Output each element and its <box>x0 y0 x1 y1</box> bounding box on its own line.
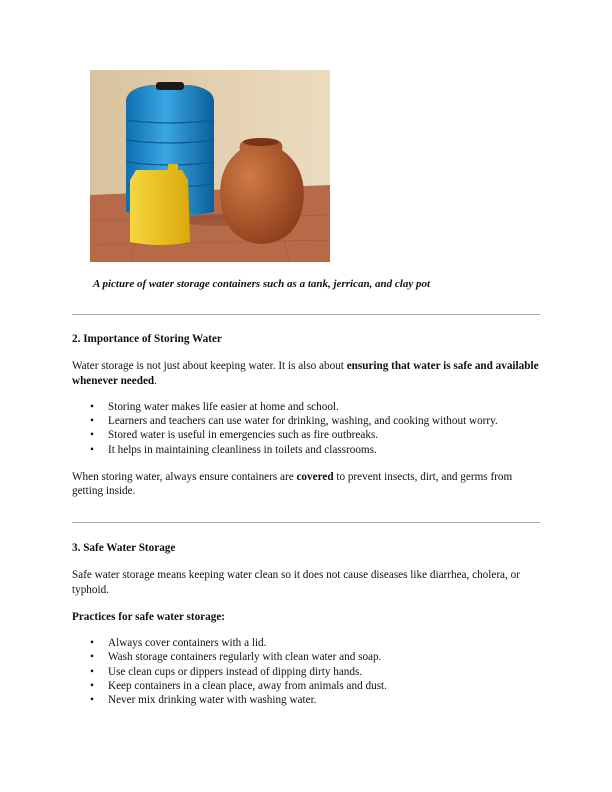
figure-caption: A picture of water storage containers such as a tank, jerrican, and clay pot <box>93 278 431 290</box>
practices-heading: Practices for safe water storage: <box>72 610 226 623</box>
list-item: • Wash storage containers regularly with clean water and soap. <box>72 650 542 664</box>
section-importance <box>72 332 542 499</box>
list-item: • Never mix drinking water with washing water. <box>72 693 542 707</box>
list-item: • Use clean cups or dippers instead of dipping dirty hands. <box>72 665 542 679</box>
importance-list <box>72 400 542 457</box>
closing-text: When storing water, always ensure containers are <box>72 471 297 484</box>
section-heading: 2. Importance of Storing Water <box>72 333 222 345</box>
divider <box>72 314 540 315</box>
intro-end: . <box>154 374 157 387</box>
closing-end: to prevent insects, dirt, and germs from getting inside. <box>72 471 513 498</box>
list-item: • Keep containers in a clean place, away from animals and dust. <box>72 679 542 693</box>
section-safe-storage <box>72 541 542 708</box>
intro-paragraph: Safe water storage means keeping water clean so it does not cause diseases like diarrhea, cholera, or typhoid. <box>72 569 520 596</box>
list-item: • Stored water is useful in emergencies such as fire outbreaks. <box>72 428 542 442</box>
divider <box>72 522 540 523</box>
water-containers-photo <box>90 70 330 262</box>
section-heading: 3. Safe Water Storage <box>72 542 176 554</box>
practices-list <box>72 636 542 707</box>
closing-paragraph <box>72 470 527 499</box>
list-item: • Learners and teachers can use water for drinking, washing, and cooking without worry. <box>72 414 542 428</box>
closing-emphasis: covered <box>296 471 334 484</box>
list-item: • Always cover containers with a lid. <box>72 636 542 650</box>
intro-emphasis: ensuring that water is safe and available whenever needed <box>72 360 539 387</box>
list-item: • It helps in maintaining cleanliness in toilets and classrooms. <box>72 443 542 457</box>
list-item: • Storing water makes life easier at home and school. <box>72 400 542 414</box>
intro-text: Water storage is not just about keeping water. It is also about <box>72 360 347 373</box>
intro-paragraph <box>72 359 542 388</box>
